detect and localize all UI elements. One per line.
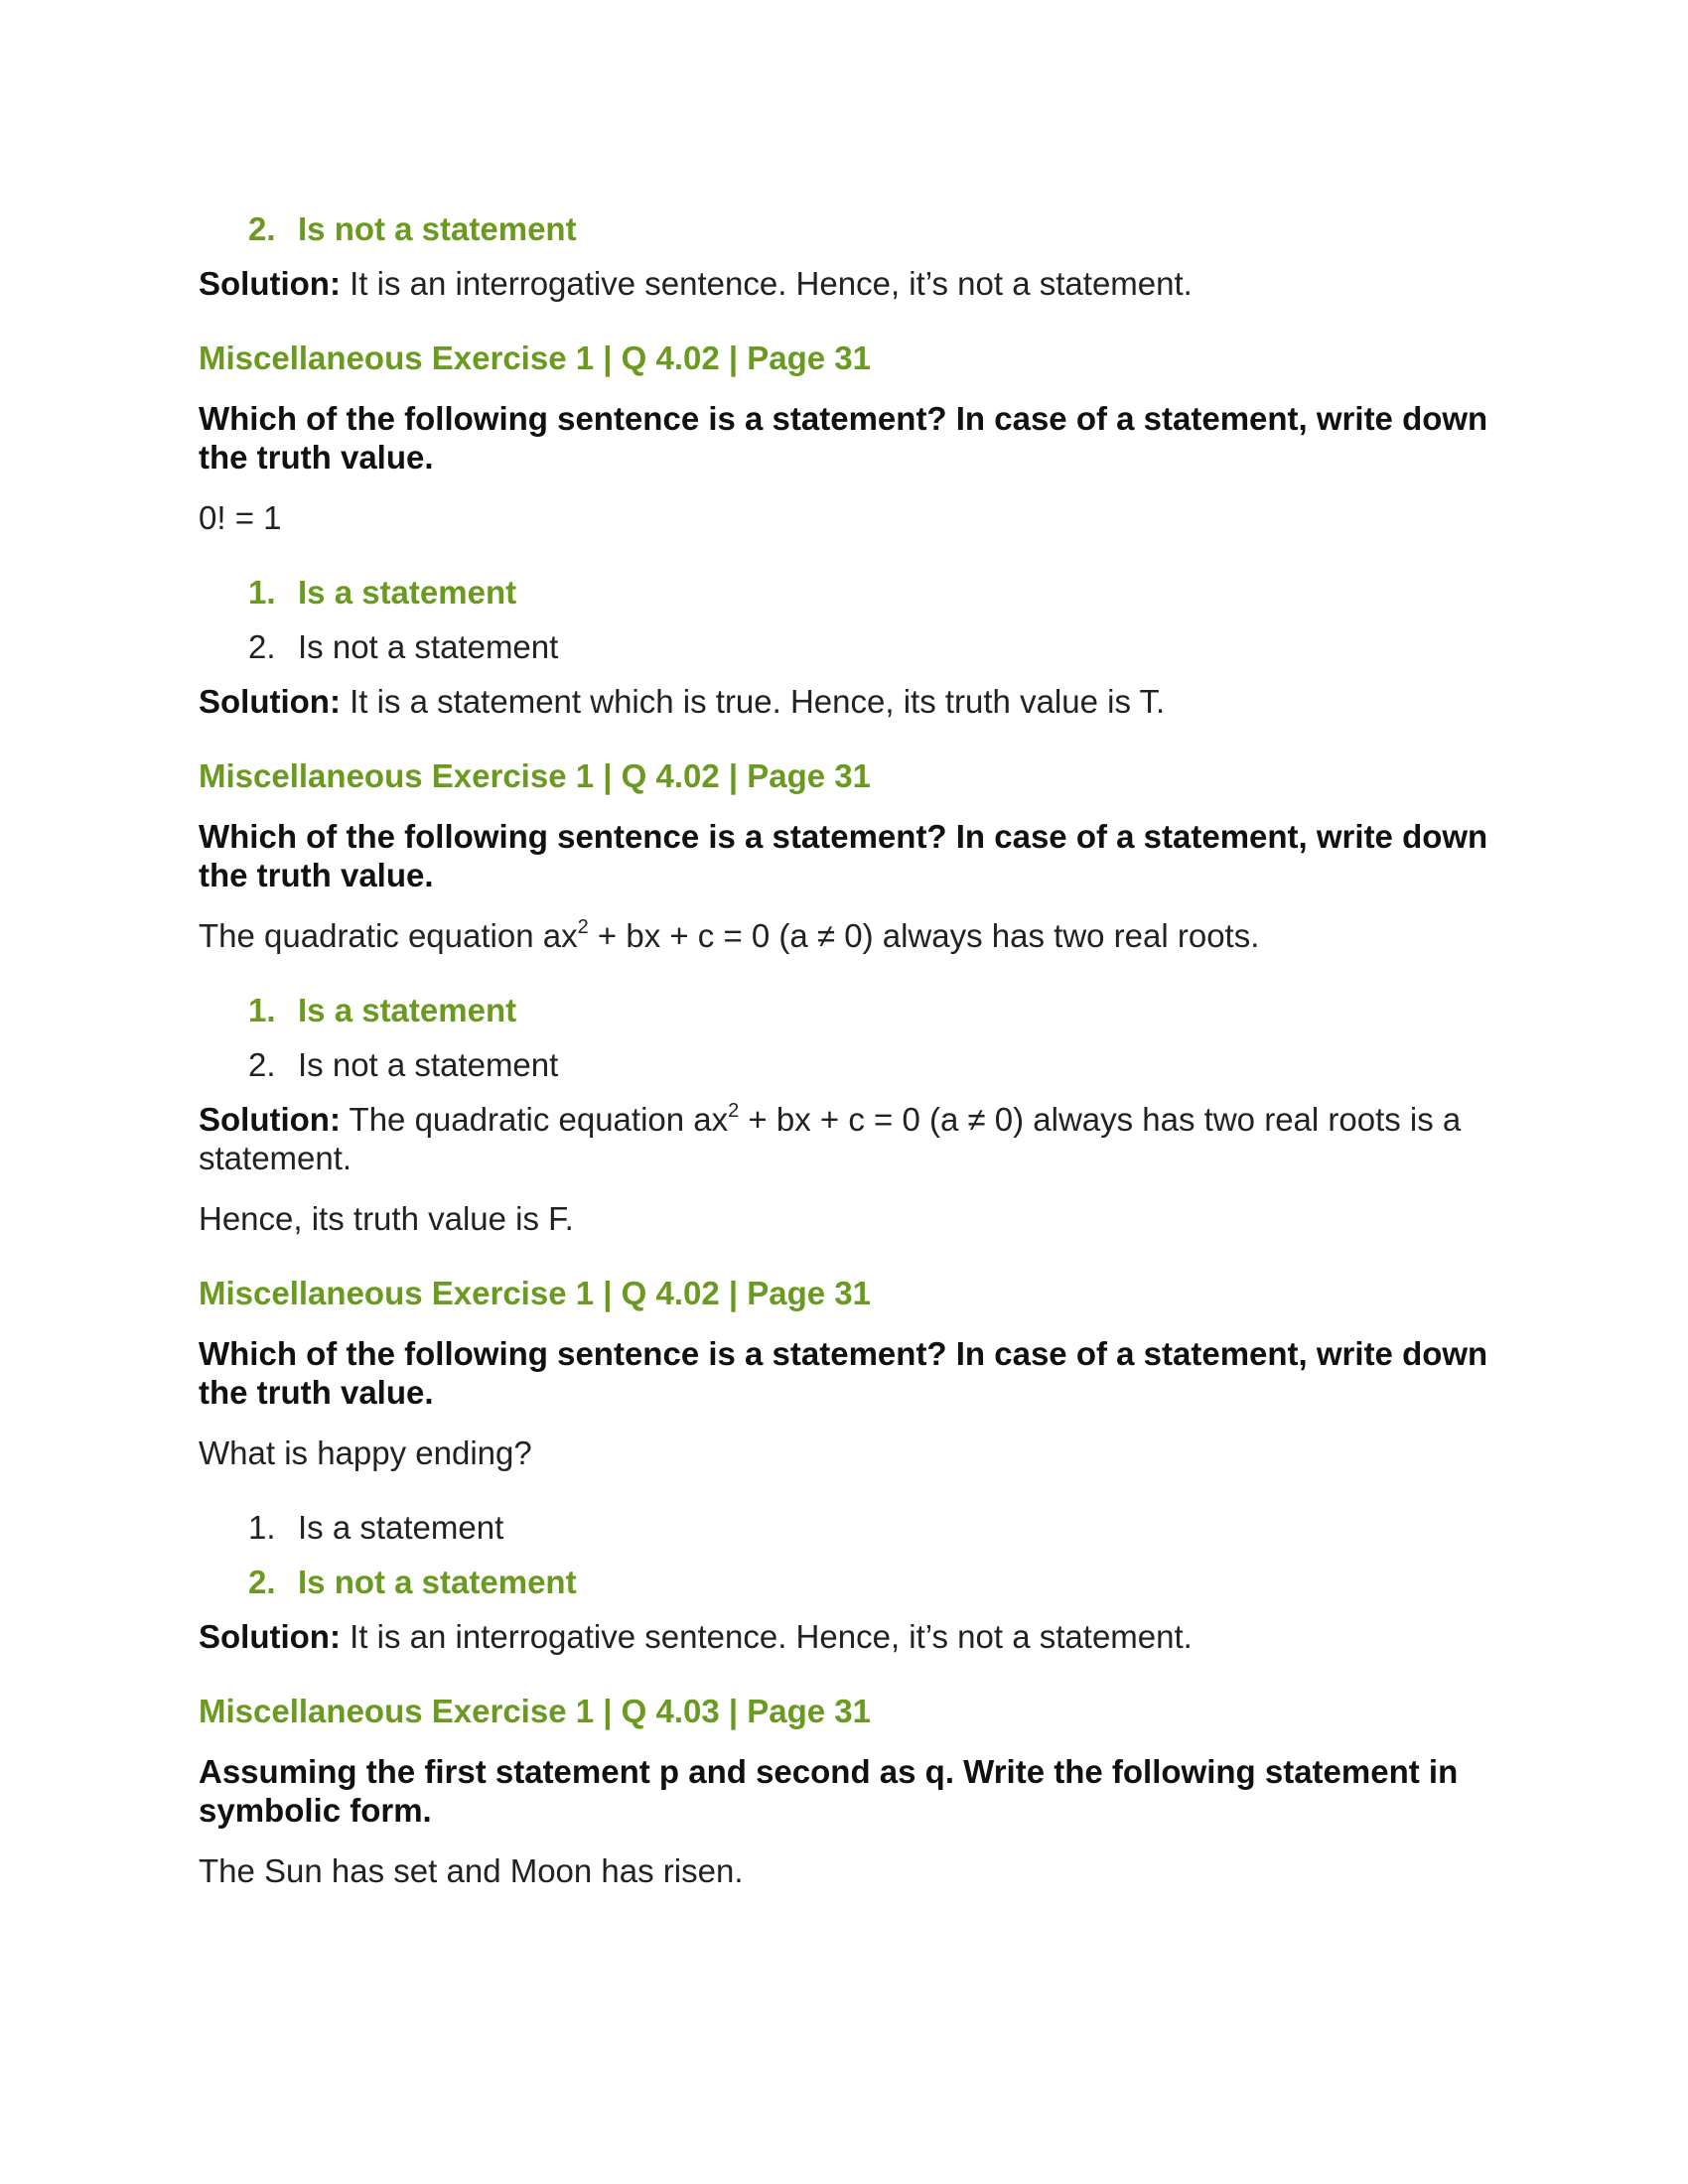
sentence-part: + bx + c = 0 (a ≠ 0) always has two real roots. bbox=[588, 917, 1260, 954]
option-text: Is a statement bbox=[298, 1509, 504, 1546]
solution bbox=[199, 1100, 1489, 1177]
answer-option bbox=[199, 627, 1489, 666]
question-heading: Miscellaneous Exercise 1 | Q 4.02 | Page 31 bbox=[199, 1275, 872, 1311]
sentence-part: The quadratic equation ax bbox=[199, 917, 578, 954]
option-text: Is not a statement bbox=[298, 1564, 577, 1600]
solution-label: Solution: bbox=[199, 265, 341, 302]
question-text: Which of the following sentence is a statement? In case of a statement, write down the truth value. bbox=[199, 1335, 1488, 1411]
solution-text: It is an interrogative sentence. Hence, it’s not a statement. bbox=[340, 1618, 1193, 1655]
question-sentence: What is happy ending? bbox=[199, 1434, 532, 1471]
answer-option-correct bbox=[199, 991, 1489, 1029]
solution-text: It is a statement which is true. Hence, its truth value is T. bbox=[340, 683, 1166, 720]
superscript: 2 bbox=[728, 1100, 740, 1122]
solution-label: Solution: bbox=[199, 1618, 341, 1655]
solution-label: Solution: bbox=[199, 683, 341, 720]
solution bbox=[199, 682, 1489, 721]
question-sentence bbox=[199, 916, 1489, 955]
question-text: Assuming the first statement p and second as q. Write the following statement in symbolic form. bbox=[199, 1753, 1459, 1829]
question-heading: Miscellaneous Exercise 1 | Q 4.02 | Page 31 bbox=[199, 757, 872, 794]
question-text: Which of the following sentence is a statement? In case of a statement, write down the truth value. bbox=[199, 400, 1488, 476]
question-heading: Miscellaneous Exercise 1 | Q 4.02 | Page 31 bbox=[199, 340, 872, 376]
option-number: 2. bbox=[248, 1564, 276, 1600]
option-text: Is not a statement bbox=[298, 1046, 559, 1083]
question-text: Which of the following sentence is a statement? In case of a statement, write down the truth value. bbox=[199, 818, 1488, 893]
solution-text: + bx + c = 0 (a ≠ 0) always has two real roots is a statement. bbox=[199, 1101, 1462, 1176]
superscript: 2 bbox=[577, 916, 589, 938]
question-sentence: 0! = 1 bbox=[199, 499, 282, 536]
question-sentence: The Sun has set and Moon has risen. bbox=[199, 1852, 744, 1889]
answer-option-correct bbox=[199, 573, 1489, 612]
solution bbox=[199, 1617, 1489, 1656]
answer-option-correct bbox=[199, 209, 1489, 248]
option-number: 2. bbox=[248, 628, 276, 665]
option-text: Is a statement bbox=[298, 992, 517, 1028]
option-text: Is not a statement bbox=[298, 210, 577, 247]
option-number: 1. bbox=[248, 574, 276, 611]
option-number: 1. bbox=[248, 1509, 276, 1546]
option-number: 1. bbox=[248, 992, 276, 1028]
option-number: 2. bbox=[248, 210, 276, 247]
solution-label: Solution: bbox=[199, 1101, 341, 1138]
question-heading: Miscellaneous Exercise 1 | Q 4.03 | Page 31 bbox=[199, 1693, 872, 1729]
option-number: 2. bbox=[248, 1046, 276, 1083]
solution bbox=[199, 264, 1489, 303]
option-text: Is a statement bbox=[298, 574, 517, 611]
solution-text: It is an interrogative sentence. Hence, it’s not a statement. bbox=[340, 265, 1193, 302]
solution-conclusion: Hence, its truth value is F. bbox=[199, 1200, 574, 1237]
solution-text: The quadratic equation ax bbox=[340, 1101, 729, 1138]
option-text: Is not a statement bbox=[298, 628, 559, 665]
answer-option-correct bbox=[199, 1563, 1489, 1601]
answer-option bbox=[199, 1508, 1489, 1547]
answer-option bbox=[199, 1045, 1489, 1084]
